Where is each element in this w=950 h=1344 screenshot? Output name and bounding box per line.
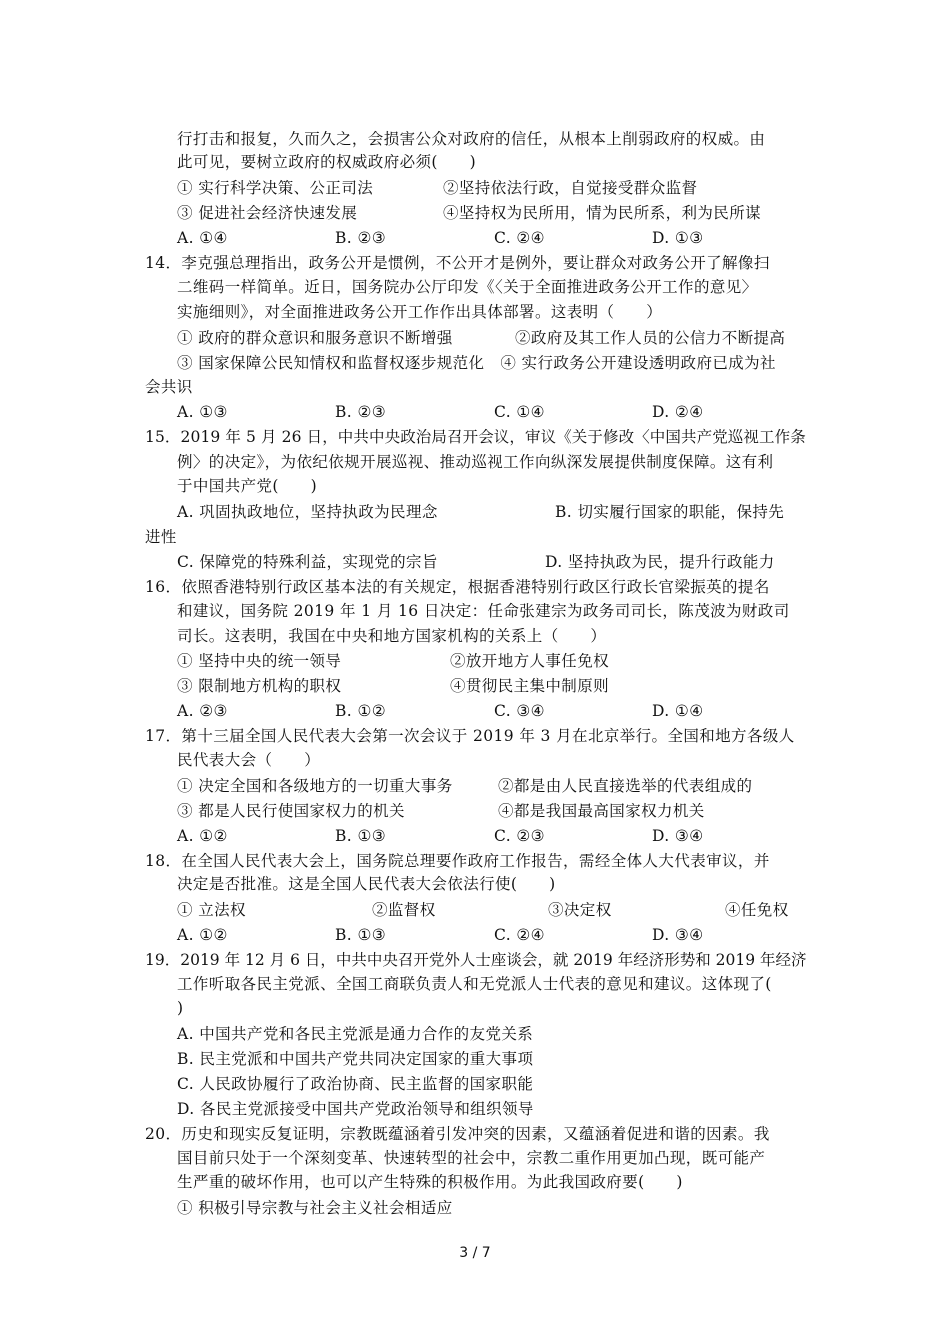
question-13-choice-c: C. ②④: [494, 229, 545, 247]
question-18-choice-a: A. ①②: [177, 926, 228, 944]
question-18-text-line2: 决定是否批准。这是全国人民代表大会依法行使( ): [177, 875, 556, 893]
question-13-option-3: ③ 促进社会经济快速发展: [177, 204, 358, 222]
question-14-option-1: ① 政府的群众意识和服务意识不断增强: [177, 329, 453, 347]
question-14-option-4-tail: 会共识: [145, 378, 193, 396]
question-17-text-line2: 民代表大会（ ）: [177, 751, 321, 769]
question-19-choice-a: A. 中国共产党和各民主党派是通力合作的友党关系: [177, 1025, 534, 1043]
question-16-option-2: ②放开地方人事任免权: [450, 652, 610, 670]
question-16-option-3: ③ 限制地方机构的职权: [177, 677, 342, 695]
question-17-choice-c: C. ②③: [494, 827, 545, 845]
question-14-choice-d: D. ②④: [652, 403, 704, 421]
question-20-option-1: ① 积极引导宗教与社会主义社会相适应: [177, 1199, 453, 1217]
question-19-text-line2: 工作听取各民主党派、全国工商联负责人和无党派人士代表的意见和建议。这体现了(: [177, 975, 772, 993]
question-16-option-1: ① 坚持中央的统一领导: [177, 652, 342, 670]
question-15-choice-b: B. 切实履行国家的职能，保持先: [555, 503, 785, 521]
question-17-option-4: ④都是我国最高国家权力机关: [498, 802, 705, 820]
question-19-choice-d: D. 各民主党派接受中国共产党政治领导和组织领导: [177, 1100, 534, 1118]
question-18-option-4: ④任免权: [725, 901, 789, 919]
question-15-choice-b-tail: 进性: [145, 528, 177, 546]
question-14-option-2: ②政府及其工作人员的公信力不断提高: [515, 329, 786, 347]
question-13-text-line1: 行打击和报复，久而久之，会损害公众对政府的信任，从根本上削弱政府的权威。由: [177, 130, 766, 148]
question-13-choice-b: B. ②③: [335, 229, 387, 247]
question-14-text-line2: 二维码一样简单。近日，国务院办公厅印发《〈关于全面推进政务公开工作的意见〉: [177, 278, 758, 296]
question-19-choice-b: B. 民主党派和中国共产党共同决定国家的重大事项: [177, 1050, 534, 1068]
question-15-choice-a: A. 巩固执政地位，坚持执政为民理念: [177, 503, 438, 521]
question-14-text-line3: 实施细则》，对全面推进政务公开工作作出具体部署。这表明（ ）: [177, 303, 663, 321]
question-18-option-3: ③决定权: [548, 901, 612, 919]
question-18-choice-d: D. ③④: [652, 926, 704, 944]
question-13-option-4: ④坚持权为民所用，情为民所系，利为民所谋: [443, 204, 762, 222]
question-13-option-1: ① 实行科学决策、公正司法: [177, 179, 374, 197]
question-15-choice-d: D. 坚持执政为民，提升行政能力: [545, 553, 775, 571]
question-17-choice-d: D. ③④: [652, 827, 704, 845]
question-17-option-2: ②都是由人民直接选举的代表组成的: [498, 777, 753, 795]
question-19-choice-c: C. 人民政协履行了政治协商、民主监督的国家职能: [177, 1075, 534, 1093]
question-15-text-line3: 于中国共产党( ): [177, 477, 318, 495]
question-16-choice-d: D. ①④: [652, 702, 704, 720]
question-17-choice-a: A. ①②: [177, 827, 228, 845]
question-17-option-3: ③ 都是人民行使国家权力的机关: [177, 802, 405, 820]
question-16-choice-b: B. ①②: [335, 702, 387, 720]
question-14-choice-b: B. ②③: [335, 403, 387, 421]
question-15-text-line1: 15．2019 年 5 月 26 日，中共中央政治局召开会议，审议《关于修改〈中国共产党巡视工作条: [145, 428, 806, 446]
question-17-text-line1: 17．第十三届全国人民代表大会第一次会议于 2019 年 3 月在北京举行。全国和地方各级人: [145, 727, 795, 745]
question-14-choice-c: C. ①④: [494, 403, 545, 421]
question-13-choice-a: A. ①④: [177, 229, 228, 247]
question-18-text-line1: 18．在全国人民代表大会上，国务院总理要作政府工作报告，需经全体人大代表审议，并: [145, 852, 770, 870]
question-18-choice-b: B. ①③: [335, 926, 387, 944]
question-13-option-2: ②坚持依法行政，自觉接受群众监督: [443, 179, 698, 197]
question-17-choice-b: B. ①③: [335, 827, 387, 845]
question-16-option-4: ④贯彻民主集中制原则: [450, 677, 610, 695]
question-20-text-line3: 生严重的破坏作用，也可以产生特殊的积极作用。为此我国政府要( ): [177, 1173, 683, 1191]
question-18-option-1: ① 立法权: [177, 901, 246, 919]
question-14-text-line1: 14．李克强总理指出，政务公开是惯例，不公开才是例外，要让群众对政务公开了解像扫: [145, 254, 770, 272]
question-16-choice-c: C. ③④: [494, 702, 545, 720]
question-20-text-line2: 国目前只处于一个深刻变革、快速转型的社会中，宗教二重作用更加凸现，既可能产: [177, 1149, 766, 1167]
question-15-text-line2: 例〉的决定》，为依纪依规开展巡视、推动巡视工作向纵深发展提供制度保障。这有利: [177, 453, 774, 471]
question-19-text-line3: ): [177, 999, 184, 1017]
question-16-text-line2: 和建议，国务院 2019 年 1 月 16 日决定：任命张建宗为政务司司长，陈茂波为财政司: [177, 602, 790, 620]
question-19-text-line1: 19．2019 年 12 月 6 日，中共中央召开党外人士座谈会，就 2019 年经济形势和 2019 年经济: [145, 951, 807, 969]
question-17-option-1: ① 决定全国和各级地方的一切重大事务: [177, 777, 453, 795]
question-13-choice-d: D. ①③: [652, 229, 704, 247]
question-16-text-line3: 司长。这表明，我国在中央和地方国家机构的关系上（ ）: [177, 627, 607, 645]
question-13-text-line2: 此可见，要树立政府的权威政府必须( ): [177, 153, 477, 171]
question-18-option-2: ②监督权: [372, 901, 436, 919]
page-number: 3 / 7: [459, 1245, 491, 1261]
question-18-choice-c: C. ②④: [494, 926, 545, 944]
question-14-choice-a: A. ①③: [177, 403, 228, 421]
question-16-choice-a: A. ②③: [177, 702, 228, 720]
question-20-text-line1: 20．历史和现实反复证明，宗教既蕴涵着引发冲突的因素，又蕴涵着促进和谐的因素。我: [145, 1125, 770, 1143]
question-14-option-3-4: ③ 国家保障公民知情权和监督权逐步规范化 ④ 实行政务公开建设透明政府已成为社: [177, 354, 776, 372]
question-15-choice-c: C. 保障党的特殊利益，实现党的宗旨: [177, 553, 438, 571]
question-16-text-line1: 16．依照香港特别行政区基本法的有关规定，根据香港特别行政区行政长官梁振英的提名: [145, 578, 770, 596]
